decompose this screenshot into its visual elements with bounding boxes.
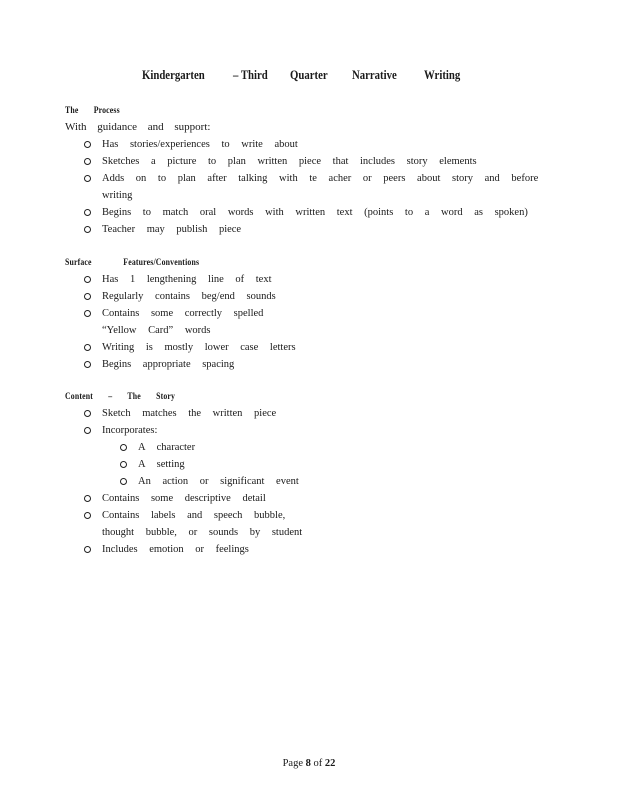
content-list — [0, 405, 618, 558]
process-list — [0, 136, 618, 238]
process-intro: With guidance and support: — [65, 121, 211, 133]
sub-list-item: An action or significant event — [0, 473, 618, 490]
list-item: Teacher may publish piece — [0, 221, 618, 238]
list-item: Sketches a picture to plan written piece that includes story elements — [0, 153, 618, 170]
content-heading: Content – The Story — [65, 392, 176, 402]
circle-bullet-icon — [84, 344, 91, 351]
document-title — [0, 68, 618, 86]
footer-page-number: 8 — [305, 758, 311, 769]
sub-list-item: A setting — [0, 456, 618, 473]
circle-bullet-icon — [84, 293, 91, 300]
footer-page-label: Page — [282, 758, 304, 769]
circle-bullet-icon — [84, 410, 91, 417]
circle-bullet-icon — [84, 495, 91, 502]
circle-bullet-icon — [120, 478, 127, 485]
circle-bullet-icon — [84, 512, 91, 519]
surface-list — [0, 271, 618, 373]
list-item: Begins to match oral words with written text (points to a word as spoken) — [0, 204, 618, 221]
list-item: Adds on to plan after talking with te acher or peers about story and before writing — [0, 170, 618, 204]
sub-list-item: A character — [0, 439, 618, 456]
circle-bullet-icon — [84, 276, 91, 283]
list-item: Contains some descriptive detail — [0, 490, 618, 507]
title-quarter: – Third — [233, 68, 268, 82]
process-heading: The Process — [65, 106, 120, 116]
footer-of-label: of — [313, 758, 323, 769]
list-item: Incorporates: — [0, 422, 618, 439]
list-item: Has 1 lengthening line of text — [0, 271, 618, 288]
circle-bullet-icon — [120, 444, 127, 451]
list-item: Begins appropriate spacing — [0, 356, 618, 373]
title-quarter-word: Quarter — [290, 68, 328, 82]
circle-bullet-icon — [84, 226, 91, 233]
list-item: Has stories/experiences to write about — [0, 136, 618, 153]
list-item: Contains some correctly spelled “Yellow Card” words — [0, 305, 618, 339]
circle-bullet-icon — [84, 310, 91, 317]
title-grade: Kindergarten — [142, 68, 205, 82]
circle-bullet-icon — [84, 141, 91, 148]
circle-bullet-icon — [84, 158, 91, 165]
list-item: Writing is mostly lower case letters — [0, 339, 618, 356]
circle-bullet-icon — [84, 361, 91, 368]
circle-bullet-icon — [84, 546, 91, 553]
title-subject: Writing — [424, 68, 461, 82]
page-footer — [0, 758, 618, 769]
footer-total-pages: 22 — [324, 758, 336, 769]
title-genre: Narrative — [352, 68, 397, 82]
list-item: Sketch matches the written piece — [0, 405, 618, 422]
circle-bullet-icon — [84, 427, 91, 434]
circle-bullet-icon — [84, 209, 91, 216]
list-item: Includes emotion or feelings — [0, 541, 618, 558]
circle-bullet-icon — [84, 175, 91, 182]
list-item: Contains labels and speech bubble, thought bubble, or sounds by student — [0, 507, 618, 541]
surface-heading: Surface Features/Conventions — [65, 258, 200, 268]
list-item: Regularly contains beg/end sounds — [0, 288, 618, 305]
circle-bullet-icon — [120, 461, 127, 468]
